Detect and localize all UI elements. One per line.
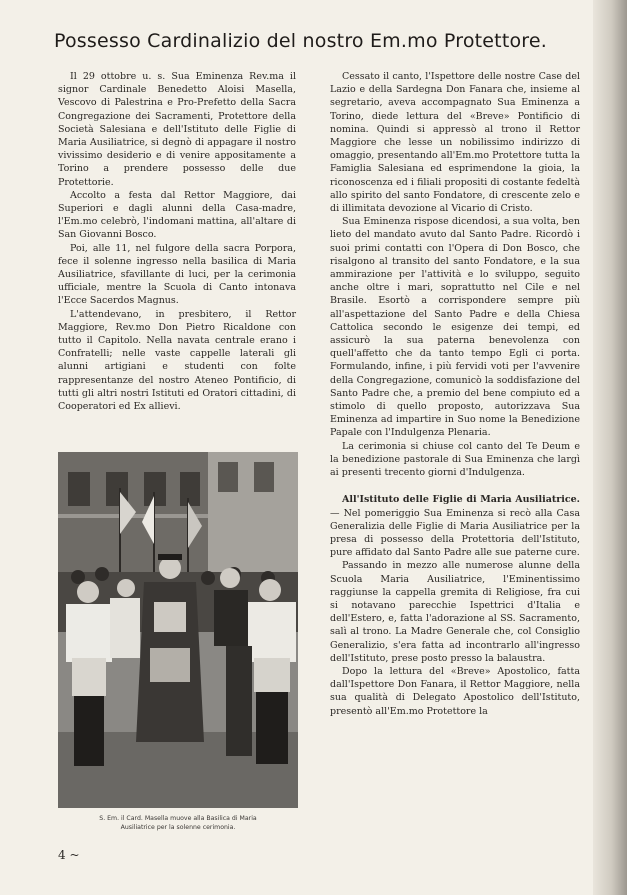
left-column [58, 70, 296, 413]
section-figlie-maria-ausiliatrice [330, 493, 580, 717]
caption-line: Ausiliatrice per la solenne cerimonia. [120, 824, 236, 831]
section-heading: All'Istituto delle Figlie di Maria Ausiliatrice. [342, 494, 580, 506]
caption-line: S. Em. il Card. Masella muove alla Basilica di Maria [99, 815, 257, 822]
paragraph: La cerimonia si chiuse col canto del Te Deum e la benedizione pastorale di Sua Eminenza che largì ai presenti trecento giorni d'Indulgenza. [330, 440, 580, 479]
paragraph: Sua Eminenza rispose dicendosi, a sua volta, ben lieto del mandato avuto dal Santo Padre. Ricordò i suoi primi contatti con l'Opera di Don Bosco, che risalgono al transito del santo Fondatore, e la sua ammirazione per l'attività e lo sviluppo, seguito anche oltre i mari, soprattutto nel Cile e nel Brasile. Esortò a corrispondere sempre più all'aspettazione del Santo Padre e della Chiesa Cattolica secondo le esigenze dei tempi, ed assicurò la sua paterna benevolenza con quell'affetto che da tanto tempo Egli ci porta. Formulando, infine, i più fervidi voti per l'avvenire della Congregazione, comunicò la soddisfazione del Santo Padre che, a premio del bene compiuto ed a stimolo di quello proposto, autorizzava Sua Eminenza ad impartire in Suo nome la Benedizione Papale con l'Indulgenza Plenaria. [330, 216, 580, 439]
paragraph: Il 29 ottobre u. s. Sua Eminenza Rev.ma il signor Cardinale Benedetto Aloisi Masella, Vescovo di Palestrina e Pro-Prefetto della Sacra Congregazione dei Sacramenti, Protettore della Società Salesiana e dell'Istituto delle Figlie di Maria Ausiliatrice, si degnò di appagare il nostro vivissimo desiderio e di venire appositamente a Torino a prendere possesso delle due Protettorie. [58, 71, 296, 188]
paragraph: Passando in mezzo alle numerose alunne della Scuola Maria Ausiliatrice, l'Eminentissimo raggiunse la cappella gremita di Religiose, fra cui si notavano parecchie Ispettrici d'Italia e dell'Estero, e, fatta l'adorazione al SS. Sacramento, salì al trono. La Madre Generale che, col Consiglio Generalizio, s'era fatta ad incontrarlo all'ingresso dell'Istituto, prese posto presso la balaustra. [330, 560, 580, 664]
paragraph: L'attendevano, in presbitero, il Rettor Maggiore, Rev.mo Don Pietro Ricaldone con tutto il Capitolo. Nella navata centrale erano i Confratelli; nelle vaste cappelle laterali gli alunni artigiani e studenti con folte rappresentanze del nostro Ateneo Pontificio, di tutti gli altri nostri Istituti ed Oratori cittadini, di Cooperatori ed Ex allievi. [58, 308, 296, 413]
page-spine-shadow [593, 0, 627, 895]
paragraph: Dopo la lettura del «Breve» Apostolico, fatta dall'Ispettore Don Fanara, il Rettor Maggiore, nella sua qualità di Delegato Apostolico dell'Istituto, presentò all'Em.mo Protettore la [330, 665, 580, 717]
figure-caption [58, 814, 298, 832]
procession-photo-drawing [58, 452, 298, 808]
section-first-paragraph [330, 493, 580, 559]
paragraph: Poi, alle 11, nel fulgore della sacra Porpora, fece il solenne ingresso nella basilica di Maria Ausiliatrice, sfavillante di luci, per la cerimonia ufficiale, mentre la Scuola di Canto intonava l'Ecce Sacerdos Magnus. [58, 242, 296, 307]
right-column [330, 70, 580, 718]
paragraph: Accolto a festa dal Rettor Maggiore, dai Superiori e dagli alunni della Casa-madre, l'Em.mo celebrò, l'indomani mattina, all'altare di San Giovanni Bosco. [58, 189, 296, 241]
paragraph: Cessato il canto, l'Ispettore delle nostre Case del Lazio e della Sardegna Don Fanara che, insieme al segretario, aveva accompagnato Sua Eminenza a Torino, diede lettura del «Breve» Pontificio di nomina. Quindi si appressò al trono il Rettor Maggiore che lesse un nobilissimo indirizzo di omaggio, presentando all'Em.mo Protettore tutta la Famiglia Salesiana ed esprimendone la gioia, la riconoscenza ed i filiali propositi di costante fedeltà allo spirito del santo Fondatore, di crescente zelo e di illimitata devozione al Vicario di Cristo. [330, 71, 580, 215]
section-intro-text: — Nel pomeriggio Sua Eminenza si recò alla Casa Generalizia delle Figlie di Maria Ausiliatrice per la presa di possesso della Protettoria dell'Istituto, pure affidato dal Santo Padre alle sue paterne cure. [330, 507, 580, 559]
procession-photo [58, 452, 298, 808]
page-number: 4 ~ [58, 848, 80, 862]
page-title: Possesso Cardinalizio del nostro Em.mo Protettore. [54, 30, 548, 52]
